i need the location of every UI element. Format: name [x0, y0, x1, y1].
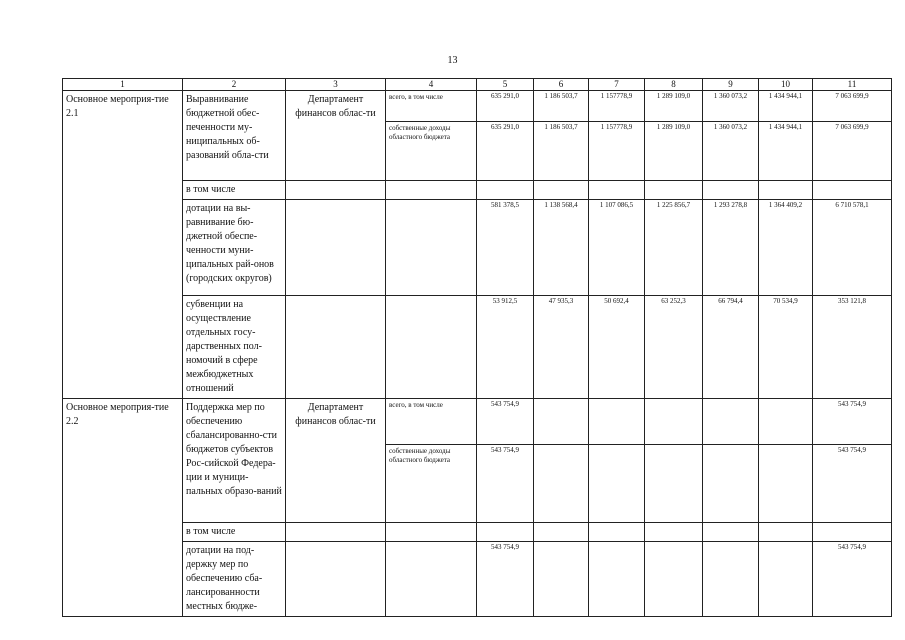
value-cell: 543 754,9: [813, 445, 892, 523]
empty-cell: [534, 181, 589, 200]
empty-cell: [589, 542, 645, 617]
subitem-balance-subsidy: дотации на под-держку мер по обеспечению сба-лансированности местных бюдже-: [183, 542, 286, 617]
table-row: [63, 91, 892, 122]
empty-cell: [645, 523, 703, 542]
empty-cell: [813, 181, 892, 200]
funding-source-total: всего, в том числе: [386, 91, 477, 122]
empty-cell: [589, 523, 645, 542]
table-row: [63, 542, 892, 617]
value-cell: 635 291,0: [477, 91, 534, 122]
funding-source-own: собственные доходы областного бюджета: [386, 445, 477, 523]
empty-cell: [477, 523, 534, 542]
in-total-label: в том числе: [183, 523, 286, 542]
value-cell: 63 252,3: [645, 296, 703, 399]
value-cell: 635 291,0: [477, 122, 534, 181]
funding-source-own: собственные доходы областного бюджета: [386, 122, 477, 181]
value-cell: 1 293 278,8: [703, 200, 759, 296]
empty-cell: [286, 200, 386, 296]
empty-cell: [759, 445, 813, 523]
col-header-2: 2: [183, 79, 286, 91]
col-header-9: 9: [703, 79, 759, 91]
value-cell: 543 754,9: [813, 542, 892, 617]
empty-cell: [386, 296, 477, 399]
subitem-subvention: субвенции на осуществление отдельных госу-дарственных пол-номочий в сфере межбюджетных отношений: [183, 296, 286, 399]
table-row: [63, 399, 892, 445]
value-cell: 70 534,9: [759, 296, 813, 399]
table-row: [63, 200, 892, 296]
empty-cell: [703, 181, 759, 200]
value-cell: 1 434 944,1: [759, 122, 813, 181]
measure-name-2-2: Основное мероприя-тие 2.2: [63, 399, 183, 617]
empty-cell: [759, 542, 813, 617]
value-cell: 543 754,9: [813, 399, 892, 445]
empty-cell: [759, 523, 813, 542]
empty-cell: [589, 445, 645, 523]
value-cell: 581 378,5: [477, 200, 534, 296]
value-cell: 353 121,8: [813, 296, 892, 399]
empty-cell: [703, 523, 759, 542]
col-header-1: 1: [63, 79, 183, 91]
value-cell: 543 754,9: [477, 542, 534, 617]
empty-cell: [286, 296, 386, 399]
measure-dept-2-1: Департамент финансов облас-ти: [286, 91, 386, 181]
value-cell: 1 225 856,7: [645, 200, 703, 296]
value-cell: 543 754,9: [477, 399, 534, 445]
subitem-equalization-subsidy: дотации на вы-равнивание бю-джетной обеспе-ченности муни-ципальных рай-онов (городских округов): [183, 200, 286, 296]
table-row: [63, 296, 892, 399]
value-cell: 50 692,4: [589, 296, 645, 399]
table-row: [63, 523, 892, 542]
empty-cell: [477, 181, 534, 200]
empty-cell: [759, 399, 813, 445]
value-cell: 543 754,9: [477, 445, 534, 523]
budget-table: [62, 78, 892, 617]
empty-cell: [589, 399, 645, 445]
col-header-11: 11: [813, 79, 892, 91]
value-cell: 66 794,4: [703, 296, 759, 399]
col-header-6: 6: [534, 79, 589, 91]
measure-name-2-1: Основное мероприя-тие 2.1: [63, 91, 183, 399]
empty-cell: [645, 399, 703, 445]
empty-cell: [386, 523, 477, 542]
value-cell: 1 434 944,1: [759, 91, 813, 122]
value-cell: 7 063 699,9: [813, 91, 892, 122]
in-total-label: в том числе: [183, 181, 286, 200]
value-cell: 1 360 073,2: [703, 122, 759, 181]
col-header-3: 3: [286, 79, 386, 91]
empty-cell: [645, 542, 703, 617]
value-cell: 1 157778,9: [589, 91, 645, 122]
empty-cell: [286, 523, 386, 542]
value-cell: 7 063 699,9: [813, 122, 892, 181]
page-number: 13: [447, 55, 458, 66]
measure-dept-2-2: Департамент финансов облас-ти: [286, 399, 386, 523]
empty-cell: [286, 181, 386, 200]
value-cell: 1 107 086,5: [589, 200, 645, 296]
empty-cell: [534, 445, 589, 523]
empty-cell: [386, 542, 477, 617]
empty-cell: [534, 523, 589, 542]
value-cell: 1 364 409,2: [759, 200, 813, 296]
table-row: [63, 181, 892, 200]
empty-cell: [703, 399, 759, 445]
value-cell: 1 157778,9: [589, 122, 645, 181]
empty-cell: [759, 181, 813, 200]
value-cell: 53 912,5: [477, 296, 534, 399]
col-header-10: 10: [759, 79, 813, 91]
empty-cell: [386, 181, 477, 200]
value-cell: 1 289 109,0: [645, 91, 703, 122]
empty-cell: [286, 542, 386, 617]
empty-cell: [386, 200, 477, 296]
empty-cell: [813, 523, 892, 542]
empty-cell: [703, 542, 759, 617]
value-cell: 1 360 073,2: [703, 91, 759, 122]
value-cell: 6 710 578,1: [813, 200, 892, 296]
col-header-5: 5: [477, 79, 534, 91]
empty-cell: [645, 445, 703, 523]
empty-cell: [645, 181, 703, 200]
value-cell: 1 289 109,0: [645, 122, 703, 181]
value-cell: 1 186 503,7: [534, 122, 589, 181]
empty-cell: [534, 399, 589, 445]
value-cell: 1 138 568,4: [534, 200, 589, 296]
column-number-row: [63, 79, 892, 91]
col-header-4: 4: [386, 79, 477, 91]
empty-cell: [589, 181, 645, 200]
measure-desc-2-1: Выравнивание бюджетной обес-печенности му-ниципальных об-разований обла-сти: [183, 91, 286, 181]
funding-source-total: всего, в том числе: [386, 399, 477, 445]
value-cell: 1 186 503,7: [534, 91, 589, 122]
col-header-8: 8: [645, 79, 703, 91]
value-cell: 47 935,3: [534, 296, 589, 399]
measure-desc-2-2: Поддержка мер по обеспечению сбалансированно-сти бюджетов субъектов Рос-сийской Федера-ции и муници-пальных образо-ваний: [183, 399, 286, 523]
empty-cell: [703, 445, 759, 523]
col-header-7: 7: [589, 79, 645, 91]
empty-cell: [534, 542, 589, 617]
